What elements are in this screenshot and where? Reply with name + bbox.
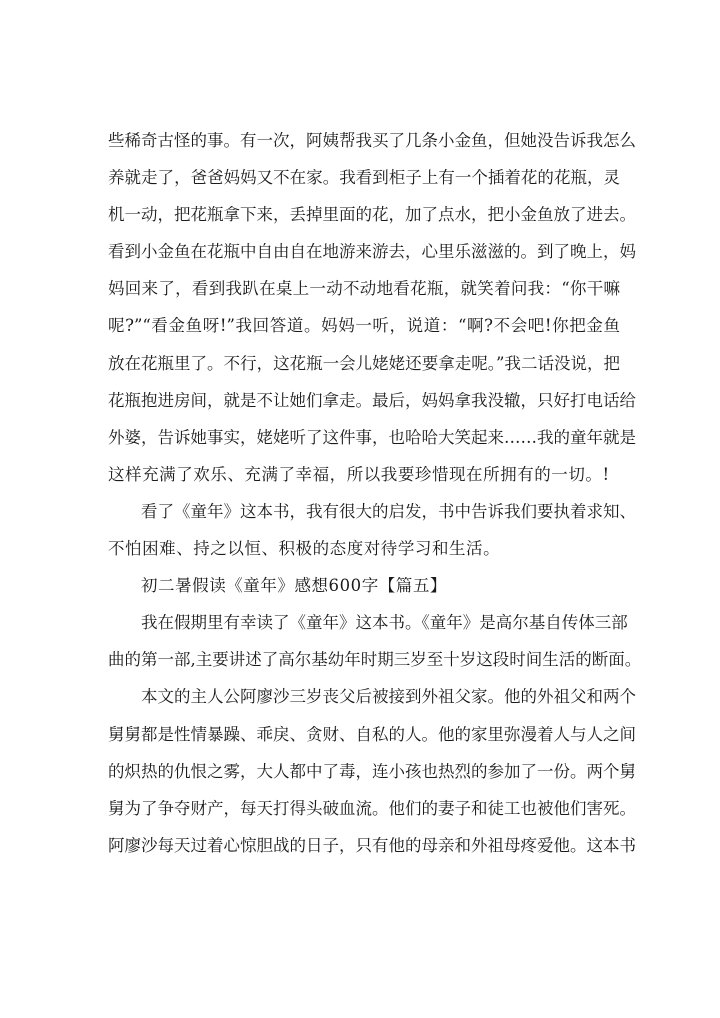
text-line: 机一动，把花瓶拿下来，丢掉里面的花，加了点水，把小金鱼放了进去。: [108, 205, 636, 225]
text-line: 养就走了，爸爸妈妈又不在家。我看到柜子上有一个插着花的花瓶，灵: [108, 168, 620, 188]
text-line: 初二暑假读《童年》感想600字【篇五】: [141, 576, 447, 596]
text-line: 妈回来了，看到我趴在桌上一动不动地看花瓶，就笑着问我：“你干嘛: [108, 279, 620, 299]
text-line: 这样充满了欢乐、充满了幸福，所以我要珍惜现在所拥有的一切。!: [108, 464, 610, 484]
text-line: 不怕困难、持之以恒、积极的态度对待学习和生活。: [108, 539, 501, 559]
text-line: 呢?”“看金鱼呀!”我回答道。妈妈一听，说道：“啊?不会吧!你把金鱼: [108, 316, 620, 336]
text-line: 本文的主人公阿廖沙三岁丧父后被接到外祖父家。他的外祖父和两个: [141, 687, 636, 707]
text-line: 我在假期里有幸读了《童年》这本书。《童年》是高尔基自传体三部: [141, 613, 628, 633]
text-line: 外婆，告诉她事实，姥姥听了这件事，也哈哈大笑起来……我的童年就是: [108, 427, 636, 447]
body-text: [108, 127, 642, 869]
text-line: 的炽热的仇恨之雾，大人都中了毒，连小孩也热烈的参加了一份。两个舅: [108, 761, 636, 781]
text-line: 舅为了争夺财产，每天打得头破血流。他们的妻子和徒工也被他们害死。: [108, 798, 636, 818]
text-line: 舅舅都是性情暴躁、乖戾、贪财、自私的人。他的家里弥漫着人与人之间: [108, 724, 636, 744]
text-line: 阿廖沙每天过着心惊胆战的日子，只有他的母亲和外祖母疼爱他。这本书: [108, 835, 636, 855]
text-line: 花瓶抱进房间，就是不让她们拿走。最后，妈妈拿我没辙，只好打电话给: [108, 390, 636, 410]
text-line: 放在花瓶里了。不行，这花瓶一会儿姥姥还要拿走呢。”我二话没说，把: [108, 353, 620, 373]
text-line: 看到小金鱼在花瓶中自由自在地游来游去，心里乐滋滋的。到了晚上，妈: [108, 242, 636, 262]
text-line: 曲的第一部,主要讲述了高尔基幼年时期三岁至十岁这段时间生活的断面。: [108, 650, 642, 670]
text-line: 看了《童年》这本书，我有很大的启发，书中告诉我们要执着求知、: [141, 501, 636, 521]
text-line: 些稀奇古怪的事。有一次，阿姨帮我买了几条小金鱼，但她没告诉我怎么: [108, 131, 636, 150]
